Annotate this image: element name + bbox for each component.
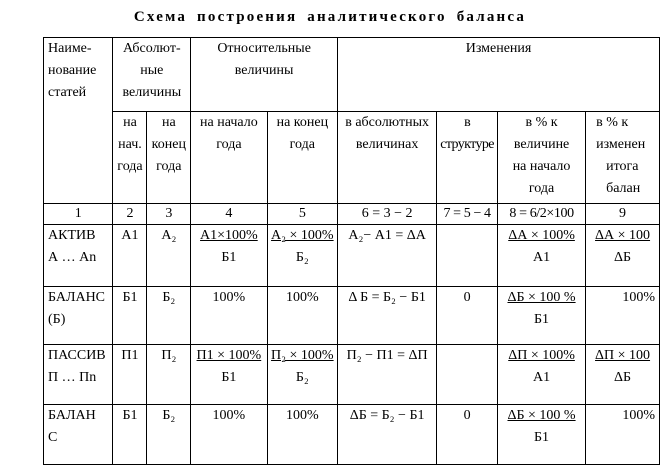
- header-chg-abs: в абсолютных величинах: [338, 112, 437, 204]
- col-number: 5: [267, 204, 337, 225]
- chg-abs: А₂− А1 = ΔА: [338, 225, 437, 287]
- value-end: А₂: [147, 225, 191, 287]
- header-item-names: Наиме- нование статей: [44, 38, 113, 204]
- header-abs-start: на нач. года: [113, 112, 147, 204]
- col-number: 4: [191, 204, 267, 225]
- rel-end: 100%: [267, 405, 337, 465]
- header-chg-pct-start: в % к величине на начало года: [498, 112, 586, 204]
- chg-abs: ΔБ = Б₂ − Б1: [338, 405, 437, 465]
- value-end: Б₂: [147, 405, 191, 465]
- col-number: 7 = 5 − 4: [437, 204, 498, 225]
- table-row-balance-2: [44, 405, 660, 465]
- rel-start: $\frac{П1 \times 100\%}{Б1}$: [191, 345, 267, 405]
- value-start: П1: [113, 345, 147, 405]
- value-end: Б₂: [147, 287, 191, 345]
- chg-pct-start: $\frac{\Delta А \times 100\%}{А1}$: [498, 225, 586, 287]
- chg-abs: Δ Б = Б₂ − Б1: [338, 287, 437, 345]
- header-chg-pct-total: в % к изменен итога балан: [586, 112, 660, 204]
- col-number: 9: [586, 204, 660, 225]
- balance-scheme-table: [43, 37, 660, 465]
- value-start: Б1: [113, 405, 147, 465]
- rel-start: $\frac{А1\times 100\%}{Б1}$: [191, 225, 267, 287]
- rel-end: 100%: [267, 287, 337, 345]
- value-end: П₂: [147, 345, 191, 405]
- header-abs-end: на конец года: [147, 112, 191, 204]
- table-row-balance: [44, 287, 660, 345]
- value-start: Б1: [113, 287, 147, 345]
- chg-structure: [437, 225, 498, 287]
- header-absolute-values: Абсолют- ные величины: [113, 38, 191, 112]
- col-number: 8 = 6/2×100: [498, 204, 586, 225]
- header-rel-end: на конец года: [267, 112, 337, 204]
- row-name: ПАССИВ П … Пn: [44, 345, 113, 405]
- table-row-liability: [44, 345, 660, 405]
- row-name: АКТИВ А … Аn: [44, 225, 113, 287]
- chg-pct-total: 100%: [586, 405, 660, 465]
- header-row-2: [44, 112, 660, 204]
- header-chg-structure: в структуре: [437, 112, 498, 204]
- col-number: 6 = 3 − 2: [338, 204, 437, 225]
- table-row-asset: [44, 225, 660, 287]
- chg-pct-total: 100%: [586, 287, 660, 345]
- chg-structure: [437, 345, 498, 405]
- chg-abs: П₂ − П1 = ΔП: [338, 345, 437, 405]
- column-numbers-row: [44, 204, 660, 225]
- rel-start: 100%: [191, 287, 267, 345]
- chg-structure: 0: [437, 287, 498, 345]
- chg-pct-total: $\frac{\Delta А \times 100}{\Delta Б}$: [586, 225, 660, 287]
- header-relative-values: Относительные величины: [191, 38, 338, 112]
- chg-pct-total: $\frac{\Delta П \times 100}{\Delta Б}$: [586, 345, 660, 405]
- row-name: БАЛАН С: [44, 405, 113, 465]
- header-changes: Изменения: [338, 38, 660, 112]
- chg-pct-start: $\frac{\Delta П \times 100\%}{А1}$: [498, 345, 586, 405]
- header-rel-start: на начало года: [191, 112, 267, 204]
- row-name: БАЛАНС (Б): [44, 287, 113, 345]
- rel-end: $\frac{\text{П₂ × 100\%}}{\text{Б₂}}$: [267, 345, 337, 405]
- chg-structure: 0: [437, 405, 498, 465]
- chg-pct-start: $\frac{\Delta Б \times 100 \%}{Б1}$: [498, 405, 586, 465]
- header-row-1: [44, 38, 660, 112]
- value-start: А1: [113, 225, 147, 287]
- rel-start: 100%: [191, 405, 267, 465]
- rel-end: $\frac{\text{А₂ × 100\%}}{\text{Б₂}}$: [267, 225, 337, 287]
- col-number: 3: [147, 204, 191, 225]
- col-number: 2: [113, 204, 147, 225]
- col-number: 1: [44, 204, 113, 225]
- page-title: Схема построения аналитического баланса: [133, 9, 527, 25]
- chg-pct-start: $\frac{\Delta Б \times 100 \%}{Б1}$: [498, 287, 586, 345]
